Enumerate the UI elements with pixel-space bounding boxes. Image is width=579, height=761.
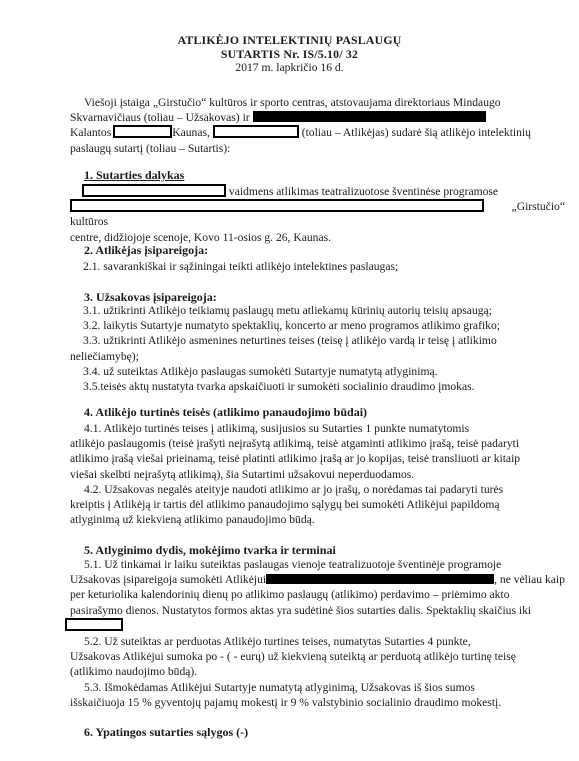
section-1-body [70, 184, 565, 245]
section-2-item-1: 2.1. savarankiškai ir sąžiningai teikti atlikėjo intelektines paslaugas; [83, 260, 399, 273]
redaction-block [253, 111, 486, 122]
section-5-para-2 [70, 634, 565, 680]
redaction-box [70, 199, 484, 212]
s4-p1-line: atlikėjo paslaugomis (teisė įrašyti neįrašytą atlikimą, teisė atgaminti atlikimo įrašą, teisė padaryti [70, 437, 520, 451]
section-3-item-5: 3.5.teisės aktų nustatyta tvarka apskaičiuoti ir sumokėti socialinio draudimo įmokas. [83, 380, 475, 394]
section-4-para-2 [70, 482, 565, 528]
section-4-title: 4. Atlikėjo turtinės teisės (atlikimo panaudojimo būdai) [84, 405, 368, 419]
intro-line-3c: (toliau – Atlikėjas) sudarė šią atlikėjo intelektinių [301, 126, 531, 140]
section-3-item-1: 3.1. užtikrinti Atlikėjo teikiamų paslaugų metu atliekamų kūrinių autorių teisių apsaugą; [83, 304, 492, 317]
section-3-item-2: 3.2. laikytis Sutartyje numatyto spektaklių, koncerto ar meno programos atlikimo grafiko; [83, 319, 500, 333]
section-6-title: 6. Ypatingos sutarties sąlygos (-) [84, 725, 249, 739]
s5-p1-line-4: pasirašymo dienos. Nustatytos formos aktas yra sudėtinė šios sutarties dalis. Spektaklių skaičius iki [70, 603, 532, 617]
section-3-item-4: 3.4. už suteiktas Atlikėjo paslaugas sumokėti Sutartyje numatytą atlyginimą. [83, 364, 438, 378]
intro-line-2: Skvarnavičiaus (toliau – Užsakovas) ir [70, 111, 250, 125]
s5-p1-line-1: 5.1. Už tinkamai ir laiku suteiktas paslaugas vienoje teatralizuotoje šventinėje programoje [84, 558, 502, 571]
redaction-box [113, 125, 172, 138]
contract-title: ATLIKĖJO INTELEKTINIŲ PASLAUGŲ [177, 33, 402, 47]
s4-p1-line: atlikimo įrašą viešai prieinamą, teisė platinti atlikimo įrašą ar jo kopijas, teisė transliuoti ar kitaip [70, 452, 521, 466]
s4-p2-line: 4.2. Užsakovas negalės ateityje naudoti atlikimo ar jo įrašų, o norėdamas tai padaryti turės [84, 483, 504, 496]
s4-p2-line: atlyginimą už kiekvieną atlikimo panaudojimo būdą. [70, 513, 315, 527]
s5-p1-line-2b: , ne vėliau kaip [494, 573, 565, 587]
s5-p2-line: (atlikimo naudojimo būdą). [70, 665, 198, 679]
s5-p1-line-3: per keturiolika kalendorinių dienų po atlikimo paslaugų (atlikimo) perdavimo – priėmimo akto [70, 588, 510, 602]
redaction-box [65, 618, 123, 631]
intro-line-3b: Kaunas, [172, 126, 210, 140]
section-1-line-3: centre, didžiojoje scenoje, Kovo 11-osios g. 26, Kaunas. [70, 230, 332, 244]
redaction-block [266, 574, 494, 584]
intro-line-4: paslaugų sutartį (toliau – Sutartis): [70, 141, 231, 155]
redaction-box [213, 125, 299, 138]
contract-header [0, 33, 579, 75]
section-3-body [70, 303, 565, 394]
intro-paragraph [70, 95, 565, 156]
s5-p2-line: Užsakovas Atlikėjui sumoka po - ( - eurų) už kiekvieną suteiktą ar perduotą atlikėjo turtinę teisę [70, 650, 516, 664]
contract-number: SUTARTIS Nr. IS/5.10/ 32 [220, 47, 359, 61]
section-3-title: 3. Užsakovas įsipareigoja: [84, 290, 217, 304]
intro-line-3a: Kalantos [70, 126, 112, 140]
intro-line-1: Viešoji įstaiga „Girstučio“ kultūros ir sporto centras, atstovaujama direktoriaus Mindaugo [84, 96, 501, 109]
section-3-item-3-cont: neliečiamybę); [70, 349, 139, 363]
s5-p1-line-2a: Užsakovas įsipareigoja sumokėti Atlikėjui [70, 573, 267, 587]
s5-p3-line: 5.3. Išmokėdamas Atlikėjui Sutartyje numatytą atlyginimą, Užsakovas iš šios sumos [84, 681, 475, 694]
section-5-para-3 [70, 680, 565, 710]
s5-p3-line: išskaičiuoja 15 % gyventojų pajamų mokestį ir 9 % valstybinio socialinio draudimo mokestį. [70, 696, 502, 710]
s4-p1-line: viešai skelbti neįrašytą atlikimą), šia Sutartimi užsakovui neperduodamos. [70, 467, 415, 481]
s5-p2-line: 5.2. Už suteiktas ar perduotas Atlikėjo turtines teises, numatytas Sutarties 4 punkte, [84, 635, 471, 648]
section-1-title: 1. Sutarties dalykas [84, 168, 185, 182]
section-5-para-1 [70, 557, 565, 633]
contract-date: 2017 m. lapkričio 16 d. [235, 61, 344, 74]
section-5-title: 5. Atlyginimo dydis, mokėjimo tvarka ir terminai [84, 543, 336, 557]
section-3-item-3: 3.3. užtikrinti Atlikėjo asmenines neturtines teises (teisę į atlikėjo vardą ir teisę į atlikimo [83, 334, 497, 348]
s4-p1-line: 4.1. Atlikėjo turtinės teises į atlikimą, susijusios su Sutarties 1 punkte numatytomis [84, 422, 470, 435]
section-1-line-2: „Girstučio“ kultūros [70, 200, 565, 229]
section-2-title: 2. Atlikėjas įsipareigoja: [84, 243, 209, 257]
section-4-para-1 [70, 421, 565, 482]
section-1-line-1: vaidmens atlikimas teatralizuotose šventinėse programose [228, 185, 499, 198]
redaction-box [82, 184, 226, 197]
s4-p2-line: kreiptis į Atlikėją ir tartis dėl atlikimo panaudojimo sąlygų bei sumokėti Atlikėjui papildomą [70, 498, 500, 512]
